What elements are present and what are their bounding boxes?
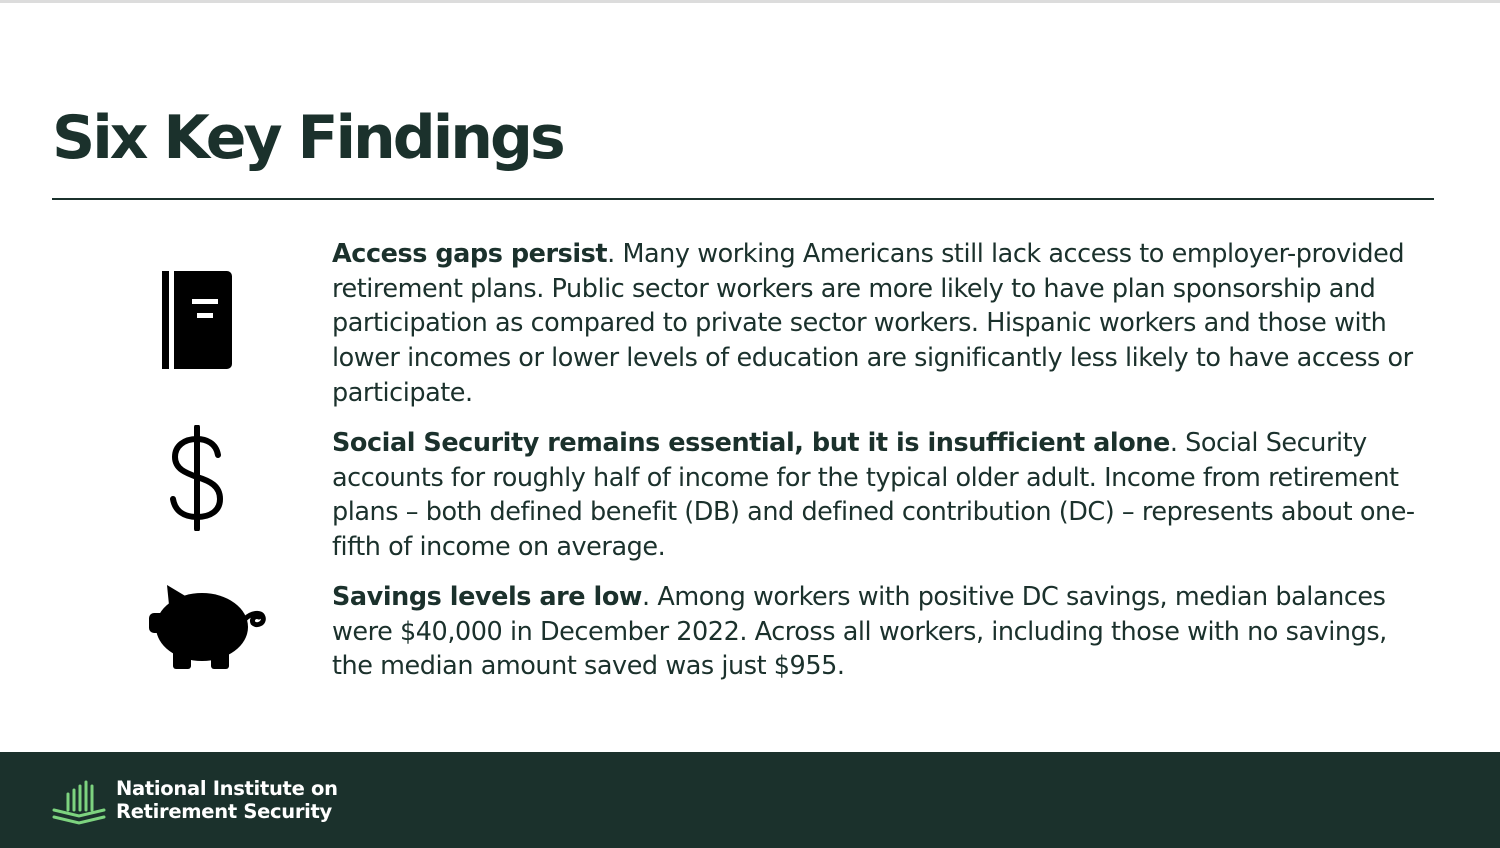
finding-heading: Savings levels are low <box>332 582 643 612</box>
book-icon <box>162 271 232 369</box>
top-border <box>0 0 1500 3</box>
piggy-bank-icon <box>147 583 269 673</box>
title-divider <box>52 198 1434 200</box>
finding-text: . Social Security accounts for roughly half of income for the typical older adult. Income from retirement plans – both defined benefit (DB) and defined contribution (DC) – represents about one-fifth of income on average. <box>332 428 1415 563</box>
finding-heading: Social Security remains essential, but it is insufficient alone <box>332 428 1170 458</box>
org-name-line2: Retirement Security <box>116 800 332 823</box>
org-name <box>116 777 338 823</box>
finding-access-gaps <box>332 237 1432 411</box>
footer-bar <box>0 752 1500 848</box>
finding-savings-levels <box>332 580 1432 684</box>
org-name-line1: National Institute on <box>116 777 338 800</box>
nirs-logo-icon <box>52 780 106 826</box>
finding-text: . Among workers with positive DC savings, median balances were $40,000 in December 2022. Across all workers, including those with no savings, the median amount saved was just $955. <box>332 582 1387 682</box>
page-title: Six Key Findings <box>52 103 563 173</box>
dollar-icon <box>168 425 226 531</box>
finding-text: . Many working Americans still lack access to employer-provided retirement plans. Public sector workers are more likely to have plan sponsorship and participation as compared to private sector workers. Hispanic workers and those with lower incomes or lower levels of education are significantly less likely to have access or participate. <box>332 239 1413 408</box>
finding-heading: Access gaps persist <box>332 239 608 269</box>
finding-social-security <box>332 426 1432 565</box>
